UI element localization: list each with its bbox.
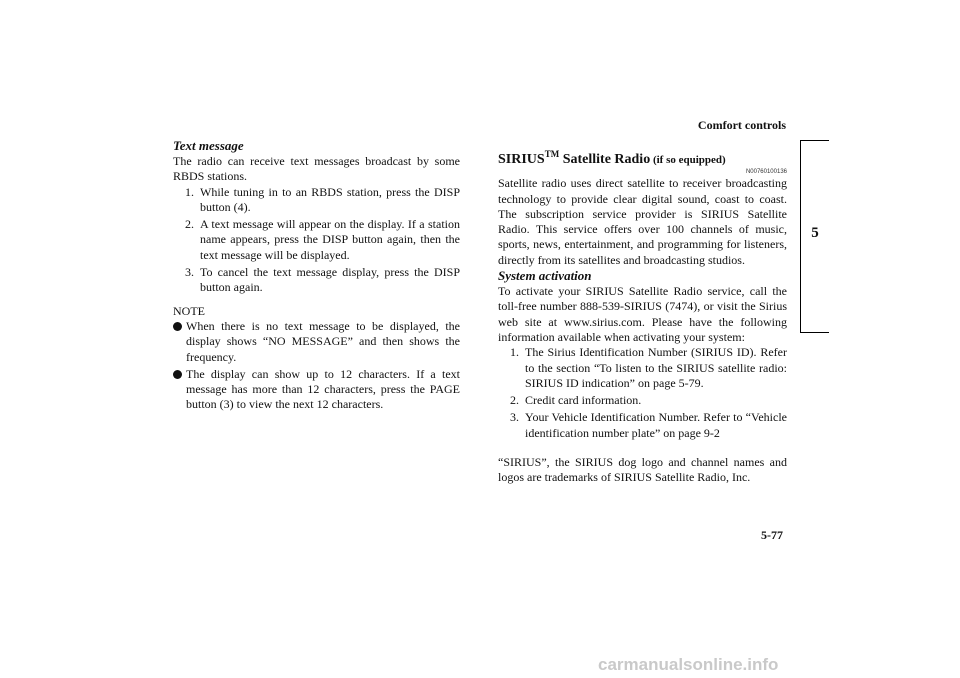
activation-text: To activate your SIRIUS Satellite Radio service, call the toll-free number 888-539-SIRIUS (7474), or visit the Sirius web site at www.sirius.com. Please have the following information available when activating your system: (498, 284, 787, 344)
list-item: 3. Your Vehicle Identification Number. Refer to “Vehicle identification number plate” on page 9-2 (510, 410, 787, 440)
right-column (498, 138, 787, 486)
list-item: 3. To cancel the text message display, press the DISP button again. (185, 265, 460, 295)
page-number: 5-77 (761, 528, 783, 542)
chapter-tab (800, 140, 829, 333)
list-item: 2. Credit card information. (510, 393, 642, 408)
list-item: 2. A text message will appear on the display. If a station name appears, press the DISP button again, then the text message will be displayed. (185, 217, 460, 262)
note-title: NOTE (173, 303, 205, 318)
text-message-heading: Text message (173, 138, 244, 153)
text-message-intro: The radio can receive text messages broadcast by some RBDS stations. (173, 154, 460, 184)
sirius-heading: SIRIUS™ Satellite Radio (if so equipped) (498, 149, 726, 167)
system-activation-heading: System activation (498, 268, 592, 284)
bullet-icon (173, 370, 182, 379)
chapter-number: 5 (811, 225, 819, 241)
running-header: Comfort controls (697, 118, 786, 132)
trademark-notice: “SIRIUS”, the SIRIUS dog logo and channel names and logos are trademarks of SIRIUS Satellite Radio, Inc. (498, 455, 787, 485)
left-column (173, 138, 460, 415)
list-item: 1. While tuning in to an RBDS station, press the DISP button (4). (185, 184, 460, 214)
note-item: When there is no text message to be displayed, the display shows “NO MESSAGE” and then shows the frequency. (173, 319, 460, 365)
bullet-icon (173, 322, 182, 331)
list-item: 1. The Sirius Identification Number (SIRIUS ID). Refer to the section “To listen to the SIRIUS satellite radio: SIRIUS ID indication” on page 5-79. (510, 345, 787, 390)
reference-code: N00760100136 (745, 169, 787, 176)
sirius-intro: Satellite radio uses direct satellite to receiver broadcasting technology to provide clear digital sound, coast to coast. The subscription service provider is SIRIUS Satellite Radio. This service offers over 100 channels of music, sports, news, entertainment, and programming for listeners, directly from its satellites and broadcasting studios. (498, 176, 787, 267)
watermark: carmanualsonline.info (598, 655, 779, 674)
trademark-superscript: TM (544, 149, 560, 159)
note-item: The display can show up to 12 characters. If a text message has more than 12 characters, press the PAGE button (3) to view the next 12 characters. (173, 367, 460, 413)
